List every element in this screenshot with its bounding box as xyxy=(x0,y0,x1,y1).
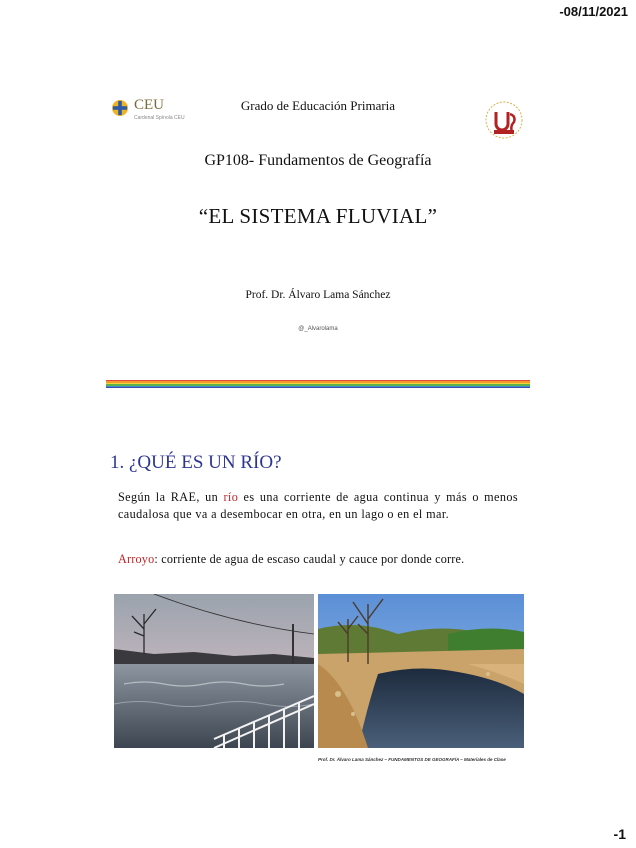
section-heading: 1. ¿QUÉ ES UN RÍO? xyxy=(110,452,282,473)
river-definition-body: es una corriente de agua continua y más o menos caudalosa que va a desembocar en otra, en un lago o en el mar. xyxy=(118,490,518,521)
degree-title: Grado de Educación Primaria xyxy=(240,98,396,113)
stream-definition xyxy=(118,551,528,568)
photo-caption: Prof. Dr. Álvaro Lama Sánchez – FUNDAMENTOS DE GEOGRAFÍA – Materiales de Clase xyxy=(318,757,506,762)
print-date: -08/11/2021 xyxy=(559,4,628,19)
term-rio: río xyxy=(223,490,239,504)
rainbow-divider xyxy=(106,380,530,388)
stream-photo xyxy=(318,594,524,748)
rainbow-stripe xyxy=(106,387,530,388)
twitter-handle: @_Alvarolama xyxy=(298,326,338,332)
stream-definition-body: : corriente de agua de escaso caudal y cauce por donde corre. xyxy=(154,552,465,566)
page-number: -1 xyxy=(613,826,626,842)
river-photo xyxy=(114,594,314,748)
river-definition xyxy=(118,489,518,523)
ceu-logo-subtitle: Cardenal Spínola CEU xyxy=(134,115,185,121)
document-title: “EL SISTEMA FLUVIAL” xyxy=(198,204,438,228)
river-definition-intro: Según la RAE, un xyxy=(118,490,224,504)
professor-name: Prof. Dr. Álvaro Lama Sánchez xyxy=(245,289,391,301)
term-arroyo: Arroyo xyxy=(118,552,155,566)
course-title: GP108- Fundamentos de Geografía xyxy=(204,152,432,169)
ceu-logo-text: CEU xyxy=(134,97,164,113)
